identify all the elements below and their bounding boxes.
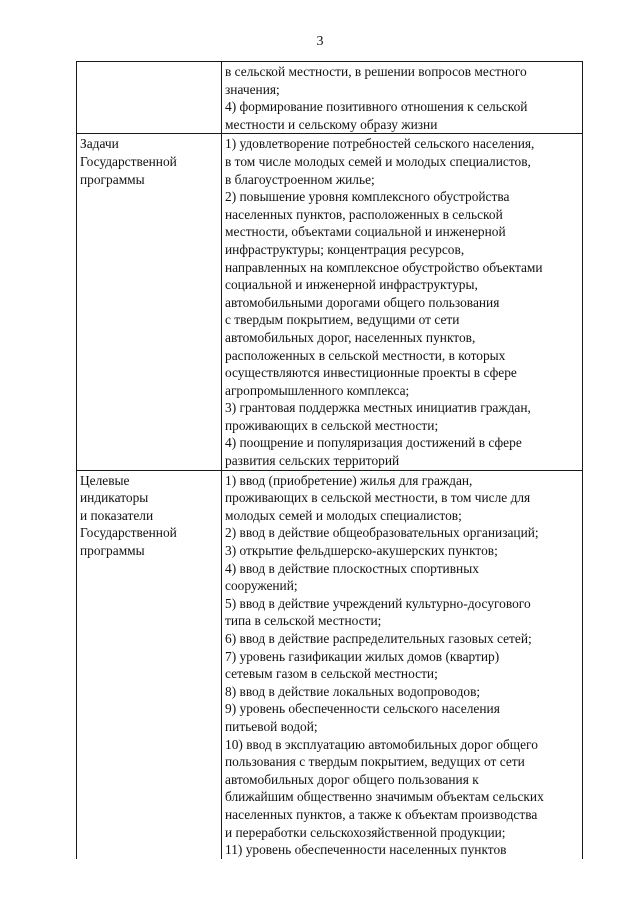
- label-line: Целевые: [80, 472, 130, 488]
- text-line: сетевым газом в сельской местности;: [225, 666, 438, 682]
- program-passport-table: [76, 61, 583, 859]
- text-line: 2) ввод в действие общеобразовательных организаций;: [225, 525, 539, 541]
- row-content: [222, 62, 583, 134]
- text-line: и переработки сельскохозяйственной продукции;: [225, 824, 506, 840]
- text-line: в благоустроенном жилье;: [225, 171, 375, 187]
- text-line: агропромышленного комплекса;: [225, 382, 410, 398]
- page-number: 3: [316, 34, 324, 49]
- text-line: населенных пунктов, а также к объектам производства: [225, 806, 538, 822]
- row-content-indicators: [222, 470, 583, 859]
- row-label-empty: [77, 62, 222, 134]
- text-line: автомобильных дорог, населенных пунктов,: [225, 329, 476, 345]
- text-line: 3) открытие фельдшерско-акушерских пунктов;: [225, 543, 498, 559]
- text-line: проживающих в сельской местности;: [225, 417, 439, 433]
- text-line: населенных пунктов, расположенных в сельской: [225, 206, 503, 222]
- text-line: проживающих в сельской местности, в том числе для: [225, 490, 531, 506]
- label-line: и показатели: [80, 507, 154, 523]
- text-line: автомобильных дорог общего пользования к: [225, 771, 479, 787]
- text-line: местности, объектами социальной и инженерной: [225, 224, 506, 240]
- table-row-tasks: [77, 134, 583, 470]
- text-line: направленных на комплексное обустройство объектами: [225, 259, 543, 275]
- label-line: Государственной: [80, 153, 177, 169]
- text-line: в том числе молодых семей и молодых специалистов,: [225, 153, 531, 169]
- text-line: 1) ввод (приобретение) жилья для граждан,: [225, 472, 473, 488]
- label-line: индикаторы: [80, 490, 149, 506]
- table-row-goals-continued: [77, 62, 583, 134]
- text-line: в сельской местности, в решении вопросов местного: [225, 64, 527, 79]
- text-line: 8) ввод в действие локальных водопроводов;: [225, 683, 481, 699]
- text-line: молодых семей и молодых специалистов;: [225, 507, 462, 523]
- text-line: 7) уровень газификации жилых домов (квартир): [225, 648, 500, 664]
- text-line: развития сельских территорий: [225, 453, 400, 469]
- text-line: 5) ввод в действие учреждений культурно-досугового: [225, 595, 531, 611]
- text-line: 2) повышение уровня комплексного обустройства: [225, 189, 510, 205]
- text-line: 4) ввод в действие плоскостных спортивных: [225, 560, 479, 576]
- text-line: 10) ввод в эксплуатацию автомобильных дорог общего: [225, 736, 538, 752]
- text-line: типа в сельской местности;: [225, 613, 382, 629]
- text-line: 11) уровень обеспеченности населенных пунктов: [225, 842, 507, 858]
- text-line: 9) уровень обеспеченности сельского населения: [225, 701, 500, 717]
- text-line: осуществляются инвестиционные проекты в сфере: [225, 365, 517, 381]
- text-line: социальной и инженерной инфраструктуры,: [225, 277, 478, 293]
- text-line: ближайшим общественно значимым объектам сельских: [225, 789, 544, 805]
- text-line: питьевой водой;: [225, 718, 318, 734]
- text-line: инфраструктуры; концентрация ресурсов,: [225, 241, 465, 257]
- text-line: 6) ввод в действие распределительных газовых сетей;: [225, 631, 532, 646]
- text-line: 4) поощрение и популяризация достижений в сфере: [225, 435, 522, 451]
- row-label-indicators: [77, 470, 222, 859]
- text-line: с твердым покрытием, ведущими от сети: [225, 312, 460, 328]
- text-line: расположенных в сельской местности, в которых: [225, 347, 506, 363]
- table-row-indicators: [77, 470, 583, 859]
- text-line: 4) формирование позитивного отношения к сельской: [225, 99, 528, 115]
- text-line: сооружений;: [225, 578, 298, 594]
- label-line: программы: [80, 171, 145, 187]
- text-line: 1) удовлетворение потребностей сельского населения,: [225, 136, 535, 152]
- label-line: Государственной: [80, 525, 177, 541]
- label-line: Задачи: [80, 136, 119, 152]
- text-line: местности и сельскому образу жизни: [225, 116, 438, 132]
- row-content-tasks: [222, 134, 583, 470]
- text-line: 3) грантовая поддержка местных инициатив граждан,: [225, 400, 531, 416]
- text-line: значения;: [225, 81, 280, 97]
- label-line: программы: [80, 543, 145, 559]
- text-line: пользования с твердым покрытием, ведущих от сети: [225, 754, 525, 770]
- text-line: автомобильными дорогами общего пользования: [225, 294, 500, 310]
- row-label-tasks: [77, 134, 222, 470]
